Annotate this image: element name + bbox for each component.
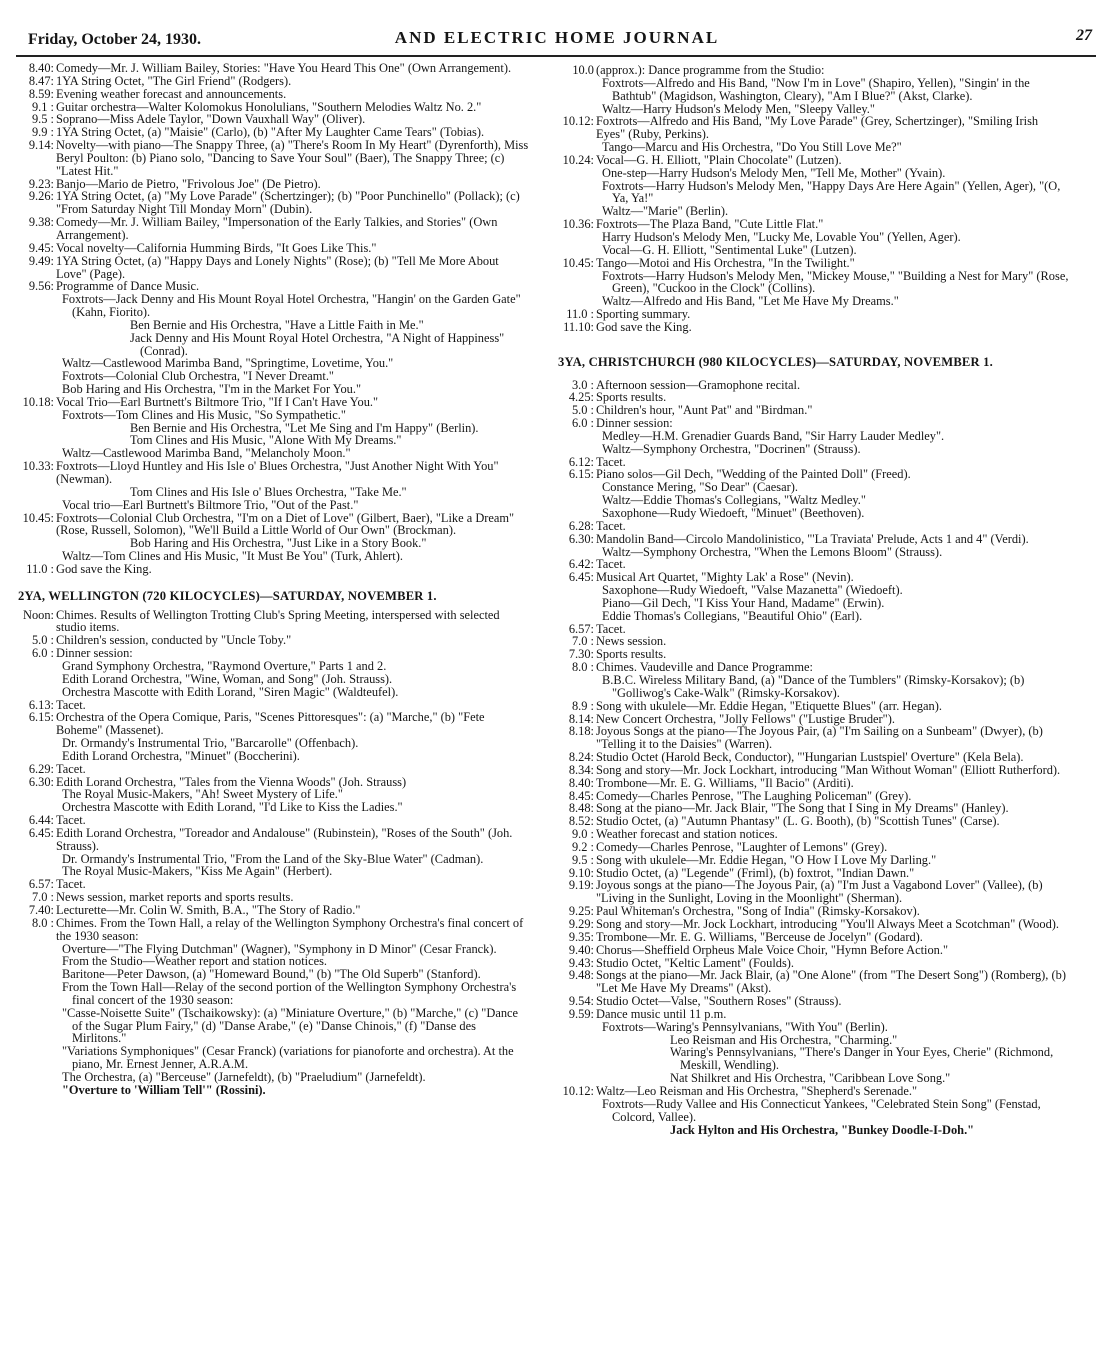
entry-time: 10.12: (562, 1083, 594, 1098)
entry-time: 6.28: (568, 518, 594, 533)
program-2ya (10, 609, 530, 1097)
entry-text: Orchestra of the Opera Comique, Paris, "Scenes Pittoresques": (a) "Marche," (b) "Fete Boheme" (Massenet). (56, 710, 485, 738)
entry-text: Foxtrots—Colonial Club Orchestra, "I'm on a Diet of Love" (Gilbert, Baer), "Like a Dream" (Rose, Russell, Solomon), "We'll Build a Little World of Our Own" (Brockman). (56, 510, 515, 538)
entry-text: Mandolin Band—Circolo Mandolinistico, "'La Traviata' Prelude, Acts 1 and 4" (Verdi). (596, 531, 1029, 546)
entry-time: 9.49: (28, 253, 54, 268)
entry-text: Foxtrots—Harry Hudson's Melody Men, "Happy Days Are Here Again" (Yellen, Ager), "(O, Ya, Ya!" (602, 178, 1061, 206)
entry-time: 11.10: (563, 319, 594, 334)
entry-text: God save the King. (596, 319, 692, 334)
entry-text: One-step—Harry Hudson's Melody Men, "Tell Me, Mother" (Yvain). (602, 165, 946, 180)
entry-time: 9.59: (568, 1006, 594, 1021)
entry-text: Sporting summary. (596, 307, 691, 322)
entry-time: 6.13: (28, 697, 54, 712)
entry-time: 10.36: (562, 217, 594, 232)
entry-text: Waltz—Symphony Orchestra, "Docrinen" (Strauss). (602, 441, 861, 456)
entry-text: Chimes. Vaudeville and Dance Programme: (596, 660, 813, 675)
program-entry (550, 115, 1070, 141)
entry-time: 8.0 : (31, 915, 54, 930)
entry-time: 6.42: (568, 557, 594, 572)
entry-time: 10.12: (562, 114, 594, 129)
entry-text: Waltz—Alfredo and His Band, "Let Me Have My Dreams." (602, 294, 899, 309)
entry-time: 9.5 : (571, 852, 594, 867)
entry-time: 6.0 : (571, 416, 594, 431)
program-entry (10, 1007, 530, 1046)
entry-text: Foxtrots—Alfredo and His Band, "Now I'm in Love" (Shapiro, Yellen), "Singin' in the Bathtub" (Magidson, Washington, Cleary), "Am I Blue?" (Akst, Clarke). (602, 75, 1030, 103)
program-entry (10, 865, 530, 878)
entry-text: Chorus—Sheffield Orpheus Male Voice Choir, "Hymn Before Action." (596, 942, 949, 957)
entry-text: Edith Lorand Orchestra, "Wine, Woman, and Song" (Joh. Strauss). (62, 671, 393, 686)
entry-text: Waltz—Leo Reisman and His Orchestra, "Shepherd's Serenade." (596, 1083, 918, 1098)
entry-time: 8.14: (568, 711, 594, 726)
entry-text: Saxophone—Rudy Wiedoeft, "Valse Mazanetta" (Wiedoeft). (602, 583, 903, 598)
entry-text: Comedy—Charles Penrose, "The Laughing Policeman" (Grey). (596, 788, 912, 803)
entry-text: Jack Denny and His Mount Royal Hotel Orchestra, "A Night of Happiness" (Conrad). (130, 330, 505, 358)
entry-text: Afternoon session—Gramophone recital. (596, 377, 801, 392)
entry-text: Vocal trio—Earl Burtnett's Biltmore Trio, "Out of the Past." (62, 497, 359, 512)
entry-text: News session. (596, 634, 667, 649)
entry-text: Tacet. (596, 518, 626, 533)
entry-time: 7.40: (28, 903, 54, 917)
entry-text: Trombone—Mr. E. G. Williams, "Berceuse de Jocelyn" (Godard). (596, 929, 923, 944)
entry-time: 9.2 : (571, 839, 594, 854)
program-entry (550, 507, 1070, 520)
program-entry (10, 563, 530, 576)
entry-text: Medley—H.M. Grenadier Guards Band, "Sir Harry Lauder Medley". (602, 428, 945, 443)
entry-text: Dinner session: (56, 646, 133, 661)
entry-text: Waltz—Castlewood Marimba Band, "Melancholy Moon." (62, 446, 351, 461)
entry-time: 8.59: (28, 86, 54, 101)
program-entry (550, 725, 1070, 751)
entry-text: Edith Lorand Orchestra, "Toreador and Andalouse" (Rubinstein), "Roses of the South" (Joh. Strauss). (56, 825, 513, 853)
program-entry (10, 332, 530, 358)
entry-text: Bob Haring and His Orchestra, "Just Like in a Story Book." (130, 536, 427, 551)
entry-text: Harry Hudson's Melody Men, "Lucky Me, Lovable You" (Yellen, Ager). (602, 229, 961, 244)
entry-text: Foxtrots—Waring's Pennsylvanians, "With You" (Berlin). (602, 1019, 888, 1034)
program-entry (10, 750, 530, 763)
entry-time: Noon: (23, 607, 54, 622)
program-entry (550, 1124, 1070, 1137)
page-header (16, 27, 1098, 51)
entry-text: Leo Reisman and His Orchestra, "Charming." (670, 1032, 898, 1047)
entry-text: Song at the piano—Mr. Jack Blair, "The Song that I Sing in My Dreams" (Hanley). (596, 801, 1009, 816)
entry-time: 9.54: (568, 994, 594, 1009)
entry-time: 8.9 : (571, 698, 594, 713)
entry-text: Evening weather forecast and announcements. (56, 86, 287, 101)
program-entry (10, 293, 530, 319)
program-2ya-continued (550, 64, 1070, 334)
entry-text: Tacet. (56, 761, 86, 776)
entry-time: 8.18: (568, 724, 594, 739)
entry-text: Sports results. (596, 647, 667, 662)
entry-text: Banjo—Mario de Pietro, "Frivolous Joe" (De Pietro). (56, 176, 321, 191)
entry-text: Vocal—G. H. Elliott, "Sentimental Luke" (Lutzen). (602, 242, 857, 257)
issue-date: Friday, October 24, 1930. (28, 31, 202, 48)
entry-text: Musical Art Quartet, "Mighty Lak' a Rose" (Nevin). (596, 570, 854, 585)
program-entry (10, 460, 530, 486)
entry-time: 8.34: (568, 762, 594, 777)
entry-text: Nat Shilkret and His Orchestra, "Caribbean Love Song." (670, 1071, 951, 1086)
entry-text: Constance Mering, "So Dear" (Caesar). (602, 480, 798, 495)
entry-text: Programme of Dance Music. (56, 279, 200, 294)
entry-time: 8.52: (568, 814, 594, 829)
entry-text: "Variations Symphoniques" (Cesar Franck) (variations for pianoforte and orchestra). At the piano, Mr. Ernest Jenner, A.R.A.M. (62, 1044, 514, 1072)
entry-time: 8.45: (568, 788, 594, 803)
entry-text: Waring's Pennsylvanians, "There's Danger in Your Eyes, Cherie" (Richmond, Meskill, Wendling). (670, 1045, 1054, 1073)
entry-text: Foxtrots—Lloyd Huntley and His Isle o' Blues Orchestra, "Just Another Night With You" (Newman). (56, 459, 499, 486)
entry-time: 10.45: (562, 255, 594, 270)
entry-text: Song with ukulele—Mr. Eddie Hegan, "O How I Love My Darling." (596, 852, 937, 867)
entry-text: B.B.C. Wireless Military Band, (a) "Dance of the Tumblers" (Rimsky-Korsakov); (b) "Golliwog's Cake-Walk" (Rimsky-Korsakov). (602, 672, 1025, 700)
entry-time: 9.23: (28, 176, 54, 191)
entry-text: The Royal Music-Makers, "Ah! Sweet Mystery of Life." (62, 787, 343, 802)
program-entry (10, 711, 530, 737)
entry-text: New Concert Orchestra, "Jolly Fellows" ("Lustige Bruder"). (596, 711, 895, 726)
entry-time: 10.18: (22, 394, 54, 409)
entry-text: Orchestra Mascotte with Edith Lorand, "I'd Like to Kiss the Ladies." (62, 800, 403, 815)
entry-text: Waltz—Symphony Orchestra, "When the Lemons Bloom" (Strauss). (602, 544, 943, 559)
program-entry (550, 321, 1070, 334)
entry-text: Dinner session: (596, 416, 673, 431)
entry-time: 9.56: (28, 279, 54, 294)
entry-text: 1YA String Octet, (a) "Maisie" (Carlo), (b) "After My Laughter Came Tears" (Tobias). (56, 125, 485, 140)
entry-text: Vocal novelty—California Humming Birds, "It Goes Like This." (56, 240, 377, 255)
entry-text: Piano solos—Gil Dech, "Wedding of the Painted Doll" (Freed). (596, 467, 911, 482)
entry-text: Waltz—"Marie" (Berlin). (602, 204, 729, 219)
entry-text: Trombone—Mr. E. G. Williams, "Il Bacio" (Arditi). (596, 775, 854, 790)
entry-time: 9.19: (568, 878, 594, 893)
program-entry (10, 917, 530, 943)
entry-text: Waltz—Tom Clines and His Music, "It Must Be You" (Turk, Ahlert). (62, 549, 403, 564)
station-heading-2ya: 2YA, WELLINGTON (720 KILOCYCLES)—SATURDAY, NOVEMBER 1. (18, 588, 437, 603)
entry-time: 7.30: (568, 647, 594, 662)
entry-text: Dance music until 11 p.m. (596, 1006, 727, 1021)
entry-time: 6.0 : (31, 646, 54, 661)
entry-time: 10.0 (572, 63, 594, 77)
program-entry (550, 879, 1070, 905)
entry-text: Foxtrots—The Plaza Band, "Cute Little Flat." (596, 217, 824, 232)
page-number: 27 (1076, 27, 1092, 44)
entry-time: 6.44: (28, 813, 54, 828)
entry-time: 9.29: (568, 917, 594, 931)
entry-text: Studio Octet (Harold Beck, Conductor), "'Hungarian Lustspiel' Overture" (Kela Bela). (596, 750, 1024, 765)
entry-time: 9.1 : (31, 99, 54, 114)
entry-text: Children's hour, "Aunt Pat" and "Birdman." (596, 403, 813, 418)
entry-text: Studio Octet—Valse, "Southern Roses" (Strauss). (596, 994, 842, 1009)
program-entry (10, 801, 530, 814)
entry-text: News session, market reports and sports results. (56, 890, 294, 905)
entry-time: 6.57: (568, 621, 594, 636)
entry-time: 8.47: (28, 73, 54, 88)
entry-text: Studio Octet, (a) "Legende" (Friml), (b) foxtrot, "Indian Dawn." (596, 865, 915, 880)
entry-time: 9.45: (28, 240, 54, 255)
entry-text: Vocal—G. H. Elliott, "Plain Chocolate" (Lutzen). (596, 152, 842, 167)
program-1ya-continued (10, 62, 530, 576)
program-entry (10, 190, 530, 216)
entry-text: Chimes. Results of Wellington Trotting Club's Spring Meeting, interspersed with selected studio items. (56, 607, 500, 635)
entry-text: 1YA String Octet, (a) "Happy Days and Lonely Nights" (Rose); (b) "Tell Me More About Love" (Page). (56, 253, 499, 281)
entry-text: Foxtrots—Colonial Club Orchestra, "I Never Dreamt." (62, 369, 334, 384)
program-entry (10, 255, 530, 281)
entry-text: Foxtrots—Rudy Vallee and His Connecticut Yankees, "Celebrated Stein Song" (Fenstad, Colcord, Vallee). (602, 1096, 1041, 1124)
entry-time: 9.26: (28, 189, 54, 204)
entry-text: Song and story—Mr. Jock Lockhart, introducing "You'll Always Meet a Scotchman" (Wood). (596, 917, 1059, 931)
entry-text: Soprano—Miss Adele Taylor, "Down Vauxhall Way" (Oliver). (56, 112, 366, 127)
entry-text: Jack Hylton and His Orchestra, "Bunkey Doodle-I-Doh." (670, 1122, 975, 1137)
entry-time: 10.24: (562, 152, 594, 167)
entry-time: 9.25: (568, 904, 594, 919)
entry-time: 6.15: (568, 467, 594, 482)
entry-text: Overture—"The Flying Dutchman" (Wagner), "Symphony in D Minor" (Cesar Franck). (62, 941, 497, 956)
entry-text: Comedy—Mr. J. William Bailey, Stories: "Have You Heard This One" (Own Arrangement). (56, 61, 512, 75)
entry-text: Piano—Gil Dech, "I Kiss Your Hand, Madame" (Erwin). (602, 595, 885, 610)
entry-text: God save the King. (56, 561, 152, 576)
program-entry (10, 686, 530, 699)
entry-text: Studio Octet, "Keltic Lament" (Foulds). (596, 955, 795, 970)
entry-text: "Overture to 'William Tell'" (Rossini). (62, 1082, 266, 1097)
entry-text: 1YA String Octet, (a) "My Love Parade" (Schertzinger); (b) "Poor Punchinello" (Pollack); (c) "From Saturday Night Till Monday Morn" (Dubin). (56, 189, 520, 217)
entry-text: Guitar orchestra—Walter Kolomokus Honolulians, "Southern Melodies Waltz No. 2." (56, 99, 482, 114)
entry-text: Song and story—Mr. Jock Lockhart, introducing "Man Without Woman" (Elliott Rutherford). (596, 762, 1061, 777)
entry-text: Children's session, conducted by "Uncle Toby." (56, 633, 292, 648)
entry-time: 9.0 : (571, 827, 594, 842)
entry-time: 6.57: (28, 877, 54, 892)
entry-text: Edith Lorand Orchestra, "Tales from the Vienna Woods" (Joh. Strauss) (56, 774, 407, 789)
entry-time: 8.0 : (571, 660, 594, 675)
entry-time: 10.45: (22, 510, 54, 525)
program-entry (10, 981, 530, 1007)
entry-text: The Orchestra, (a) "Berceuse" (Jarnefeldt), (b) "Praeludium" (Jarnefeldt). (62, 1069, 426, 1084)
entry-text: Waltz—Eddie Thomas's Collegians, "Waltz Medley." (602, 493, 866, 508)
program-entry (550, 443, 1070, 456)
program-entry (10, 1084, 530, 1097)
entry-text: Songs at the piano—Mr. Jack Blair, (a) "One Alone" (from "The Desert Song") (Romberg), (b) "Let Me Have My Dreams" (Akst). (596, 968, 1066, 996)
entry-text: Tom Clines and His Music, "Alone With My Dreams." (130, 433, 402, 448)
entry-time: 8.24: (568, 750, 594, 765)
program-entry (550, 180, 1070, 206)
entry-text: Edith Lorand Orchestra, "Minuet" (Boccherini). (62, 748, 300, 763)
program-entry (10, 512, 530, 538)
entry-text: Waltz—Harry Hudson's Melody Men, "Sleepy Valley." (602, 101, 875, 116)
entry-time: 8.40: (28, 61, 54, 75)
entry-time: 11.0 : (566, 307, 594, 322)
entry-text: Tacet. (596, 454, 626, 469)
entry-time: 8.48: (568, 801, 594, 816)
entry-text: Lecturette—Mr. Colin W. Smith, B.A., "The Story of Radio." (56, 903, 361, 917)
entry-text: Chimes. From the Town Hall, a relay of the Wellington Symphony Orchestra's final concert of the 1930 season: (56, 915, 524, 943)
program-3ya (550, 379, 1070, 1137)
entry-text: Foxtrots—Alfredo and His Band, "My Love Parade" (Grey, Schertzinger), "Smiling Irish Eyes" (Ruby, Perkins). (596, 114, 1039, 142)
entry-text: Foxtrots—Jack Denny and His Mount Royal Hotel Orchestra, "Hangin' on the Garden Gate" (Kahn, Fiorito). (62, 292, 521, 320)
entry-time: 6.45: (28, 825, 54, 840)
program-entry (10, 1045, 530, 1071)
entry-time: 6.30: (568, 531, 594, 546)
program-entry (10, 139, 530, 178)
entry-time: 6.15: (28, 710, 54, 725)
entry-time: 9.10: (568, 865, 594, 880)
entry-text: Joyous songs at the piano—The Joyous Pair, (a) "I'm Just a Vagabond Lover" (Vallee), (b) "Living in the Sunlight, Loving in the Moonlight" (Sherman). (596, 878, 1043, 906)
entry-time: 9.40: (568, 942, 594, 957)
entry-time: 11.0 : (26, 561, 54, 576)
entry-text: Joyous Songs at the piano—The Joyous Pair, (a) "I'm Sailing on a Sunbeam" (Dwyer), (b) "Telling it to the Daisies" (Warren). (596, 724, 1043, 752)
program-entry (550, 969, 1070, 995)
entry-text: Tom Clines and His Isle o' Blues Orchestra, "Take Me." (130, 484, 407, 499)
program-entry (550, 610, 1070, 623)
entry-text: Eddie Thomas's Collegians, "Beautiful Ohio" (Earl). (602, 608, 863, 623)
entry-text: 1YA String Octet, "The Girl Friend" (Rodgers). (56, 73, 292, 88)
entry-text: Weather forecast and station notices. (596, 827, 778, 842)
entry-time: 6.29: (28, 761, 54, 776)
entry-time: 9.14: (28, 138, 54, 153)
entry-text: From the Studio—Weather report and station notices. (62, 954, 328, 969)
entry-text: Tacet. (596, 621, 626, 636)
entry-text: Tacet. (56, 813, 86, 828)
entry-time: 5.0 : (31, 633, 54, 648)
entry-time: 6.30: (28, 774, 54, 789)
entry-time: 9.35: (568, 929, 594, 944)
entry-text: Tacet. (596, 557, 626, 572)
entry-text: Tacet. (56, 697, 86, 712)
entry-time: 9.9 : (31, 125, 54, 140)
entry-time: 7.0 : (571, 634, 594, 649)
program-entry (10, 609, 530, 635)
program-entry (550, 77, 1070, 103)
program-entry (550, 1046, 1070, 1072)
entry-text: Tango—Marcu and His Orchestra, "Do You Still Love Me?" (602, 140, 902, 155)
entry-text: Studio Octet, (a) "Autumn Phantasy" (L. G. Booth), (b) "Scottish Tunes" (Carse). (596, 814, 1000, 829)
station-heading-3ya: 3YA, CHRISTCHURCH (980 KILOCYCLES)—SATURDAY, NOVEMBER 1. (558, 354, 994, 369)
entry-text: Song with ukulele—Mr. Eddie Hegan, "Etiquette Blues" (arr. Hegan). (596, 698, 942, 713)
entry-time: 9.43: (568, 955, 594, 970)
entry-text: Paul Whiteman's Orchestra, "Song of India" (Rimsky-Korsakov). (596, 904, 920, 919)
entry-text: Ben Bernie and His Orchestra, "Have a Little Faith in Me." (130, 317, 424, 332)
entry-time: 6.45: (568, 570, 594, 585)
entry-text: Comedy—Charles Penrose, "Laughter of Lemons" (Grey). (596, 839, 888, 854)
program-entry (10, 827, 530, 853)
entry-text: Foxtrots—Harry Hudson's Melody Men, "Mickey Mouse," "Building a Nest for Mary" (Rose, Green), "Cuckoo in the Clock" (Collins). (602, 268, 1069, 296)
left-column (10, 62, 530, 1097)
entry-time: 4.25: (568, 390, 594, 405)
entry-time: 9.5 : (31, 112, 54, 127)
program-entry (550, 674, 1070, 700)
entry-text: Ben Bernie and His Orchestra, "Let Me Sing and I'm Happy" (Berlin). (130, 420, 479, 435)
entry-text: Tacet. (56, 877, 86, 892)
entry-text: Comedy—Mr. J. William Bailey, "Impersonation of the Early Talkies, and Stories" (Own Arrangement). (56, 215, 498, 242)
entry-text: The Royal Music-Makers, "Kiss Me Again" (Herbert). (62, 864, 333, 879)
entry-time: 9.38: (28, 215, 54, 230)
program-entry (10, 216, 530, 242)
entry-time: 5.0 : (571, 403, 594, 418)
entry-time: 6.12: (568, 454, 594, 469)
entry-text: (approx.): Dance programme from the Studio: (596, 63, 825, 77)
entry-text: Novelty—with piano—The Snappy Three, (a) "There's Room In My Heart" (Dyrenforth), Miss Beryl Poulton: (b) Piano solo, "Dancing to Save Your Soul" (Baer), The Snappy Three; (c) "Latest Hit." (56, 138, 529, 178)
entry-text: Foxtrots—Tom Clines and His Music, "So Sympathetic." (62, 407, 346, 422)
entry-time: 9.48: (568, 968, 594, 983)
program-entry (550, 270, 1070, 296)
program-entry (550, 1098, 1070, 1124)
header-rule (16, 55, 1096, 57)
entry-text: Dr. Ormandy's Instrumental Trio, "Barcarolle" (Offenbach). (62, 736, 359, 751)
entry-text: Dr. Ormandy's Instrumental Trio, "From the Land of the Sky-Blue Water" (Cadman). (62, 851, 484, 866)
entry-text: Saxophone—Rudy Wiedoeft, "Minuet" (Beethoven). (602, 506, 865, 520)
entry-text: Grand Symphony Orchestra, "Raymond Overture," Parts 1 and 2. (62, 658, 387, 673)
journal-title: AND ELECTRIC HOME JOURNAL (394, 28, 720, 47)
program-entry (550, 546, 1070, 559)
entry-text: Sports results. (596, 390, 667, 405)
entry-text: Bob Haring and His Orchestra, "I'm in the Market For You." (62, 382, 362, 397)
entry-text: Tango—Motoi and His Orchestra, "In the Twilight." (596, 255, 855, 270)
right-column (550, 64, 1070, 1136)
entry-text: Vocal Trio—Earl Burtnett's Biltmore Trio, "If I Can't Have You." (56, 394, 379, 409)
entry-time: 8.40: (568, 775, 594, 790)
entry-text: Baritone—Peter Dawson, (a) "Homeward Bound," (b) "The Old Superb" (Stanford). (62, 967, 481, 982)
entry-time: 10.33: (22, 459, 54, 474)
entry-time: 7.0 : (31, 890, 54, 905)
entry-text: "Casse-Noisette Suite" (Tschaikowsky): (a) "Miniature Overture," (b) "Marche," (c) "Dance of the Sugar Plum Fairy," (d) "Danse Arabe," (e) "Danse Chinois," (f) "Danse des Mirlitons." (62, 1005, 519, 1046)
entry-text: Waltz—Castlewood Marimba Band, "Springtime, Lovetime, You." (62, 356, 394, 371)
entry-text: Orchestra Mascotte with Edith Lorand, "Siren Magic" (Waldteufel). (62, 684, 399, 699)
entry-time: 3.0 : (571, 377, 594, 392)
entry-text: From the Town Hall—Relay of the second portion of the Wellington Symphony Orchestra's final concert of the 1930 season: (62, 980, 517, 1007)
